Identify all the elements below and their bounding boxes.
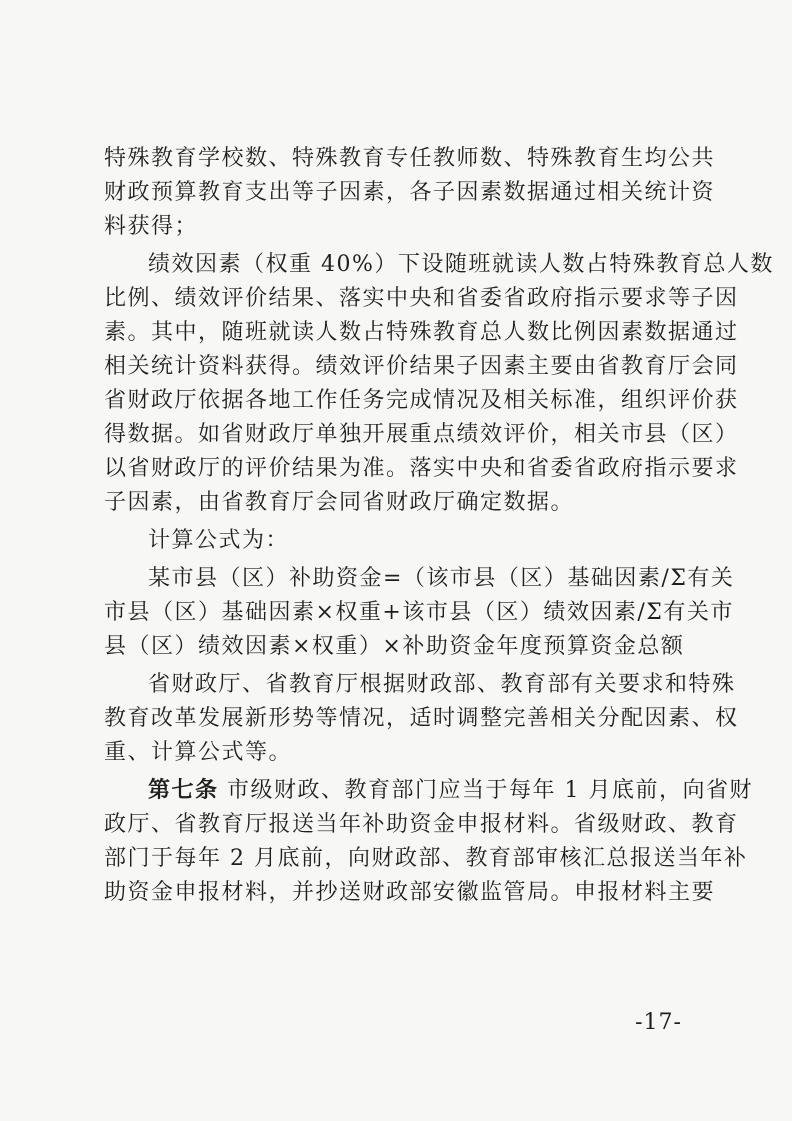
formula-paragraph	[104, 562, 735, 664]
text-line: 得数据。如省财政厅单独开展重点绩效评价，相关市县（区）	[104, 422, 739, 447]
article-7-paragraph	[104, 774, 753, 910]
paragraph-3	[104, 524, 690, 558]
paragraph-1	[104, 142, 716, 244]
text-line: 部门于每年 2 月底前，向财政部、教育部审核汇总报送当年补	[104, 846, 748, 871]
text-line: 省财政厅依据各地工作任务完成情况及相关标准，组织评价获	[104, 388, 739, 413]
text-line: 财政预算教育支出等子因素，各子因素数据通过相关统计资	[104, 180, 716, 205]
text-line: 相关统计资料获得。绩效评价结果子因素主要由省教育厅会同	[104, 354, 739, 379]
paragraph-5	[104, 668, 739, 770]
text-line: 子因素，由省教育厅会同省财政厅确定数据。	[104, 490, 575, 515]
paragraph-2	[104, 248, 774, 520]
text-span: 市级财政、教育部门应当于每年 1 月底前，向省财	[218, 778, 753, 803]
text-line: 市县（区）基础因素×权重+该市县（区）绩效因素/Σ有关市	[104, 600, 734, 625]
page-number: -17-	[635, 1010, 682, 1035]
text-line: 计算公式为：	[148, 528, 290, 553]
text-line: 特殊教育学校数、特殊教育专任教师数、特殊教育生均公共	[104, 146, 716, 171]
text-line: 省财政厅、省教育厅根据财政部、教育部有关要求和特殊	[148, 672, 736, 697]
text-line: 重、计算公式等。	[104, 740, 293, 765]
text-line: 政厅、省教育厅报送当年补助资金申报材料。省级财政、教育	[104, 812, 739, 837]
article-heading: 第七条	[148, 778, 219, 803]
text-line: 素。其中，随班就读人数占特殊教育总人数比例因素数据通过	[104, 320, 739, 345]
text-line	[104, 774, 753, 808]
text-line: 某市县（区）补助资金=（该市县（区）基础因素/Σ有关	[148, 566, 735, 591]
body-text	[104, 142, 774, 910]
text-line: 助资金申报材料，并抄送财政部安徽监管局。申报材料主要	[104, 880, 716, 905]
text-line: 比例、绩效评价结果、落实中央和省委省政府指示要求等子因	[104, 286, 739, 311]
text-line: 县（区）绩效因素×权重）×补助资金年度预算资金总额	[104, 634, 685, 659]
text-line: 教育改革发展新形势等情况，适时调整完善相关分配因素、权	[104, 706, 739, 731]
text-line: 料获得；	[104, 214, 199, 239]
text-line: 以省财政厅的评价结果为准。落实中央和省委省政府指示要求	[104, 456, 739, 481]
text-line: 绩效因素（权重 40%）下设随班就读人数占特殊教育总人数	[148, 252, 774, 277]
